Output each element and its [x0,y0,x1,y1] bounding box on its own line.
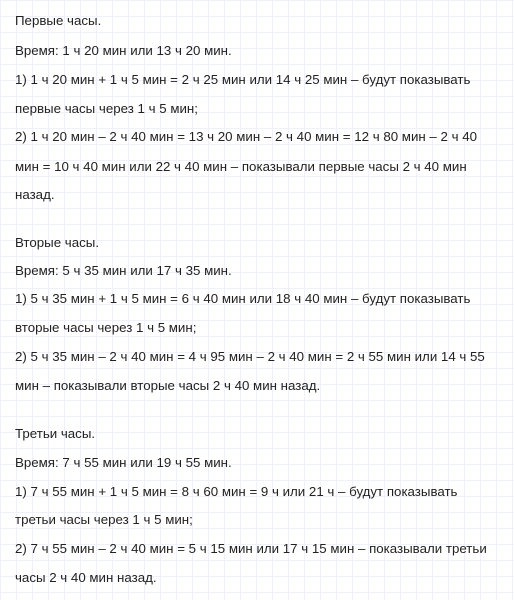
step-line: третьи часы через 1 ч 5 мин; [15,512,193,527]
step-line: вторые часы через 1 ч 5 мин; [15,320,197,335]
step-line: мин – показывали вторые часы 2 ч 40 мин назад. [15,378,321,393]
step-line: 1) 1 ч 20 мин + 1 ч 5 мин = 2 ч 25 мин или 14 ч 25 мин – будут показывать [15,72,471,87]
step-line: первые часы через 1 ч 5 мин; [15,101,198,116]
time-line: Время: 7 ч 55 мин или 19 ч 55 мин. [15,455,232,470]
step-line: часы 2 ч 40 мин назад. [15,570,157,585]
section-title: Третьи часы. [15,426,96,441]
step-line: 1) 5 ч 35 мин + 1 ч 5 мин = 6 ч 40 мин или 18 ч 40 мин – будут показывать [15,291,471,306]
step-line: 1) 7 ч 55 мин + 1 ч 5 мин = 8 ч 60 мин = 9 ч или 21 ч – будут показывать [15,484,458,499]
step-line: назад. [15,187,55,202]
step-line: мин = 10 ч 40 мин или 22 ч 40 мин – показывали первые часы 2 ч 40 мин [15,159,467,174]
step-line: 2) 1 ч 20 мин – 2 ч 40 мин = 13 ч 20 мин – 2 ч 40 мин = 12 ч 80 мин – 2 ч 40 [15,129,478,144]
time-line: Время: 1 ч 20 мин или 13 ч 20 мин. [15,43,232,58]
step-line: 2) 5 ч 35 мин – 2 ч 40 мин = 4 ч 95 мин – 2 ч 40 мин = 2 ч 55 мин или 14 ч 55 [15,349,485,364]
step-line: 2) 7 ч 55 мин – 2 ч 40 мин = 5 ч 15 мин или 17 ч 15 мин – показывали третьи [15,541,487,556]
section-title: Первые часы. [15,13,102,28]
time-line: Время: 5 ч 35 мин или 17 ч 35 мин. [15,263,232,278]
section-title: Вторые часы. [15,235,100,250]
